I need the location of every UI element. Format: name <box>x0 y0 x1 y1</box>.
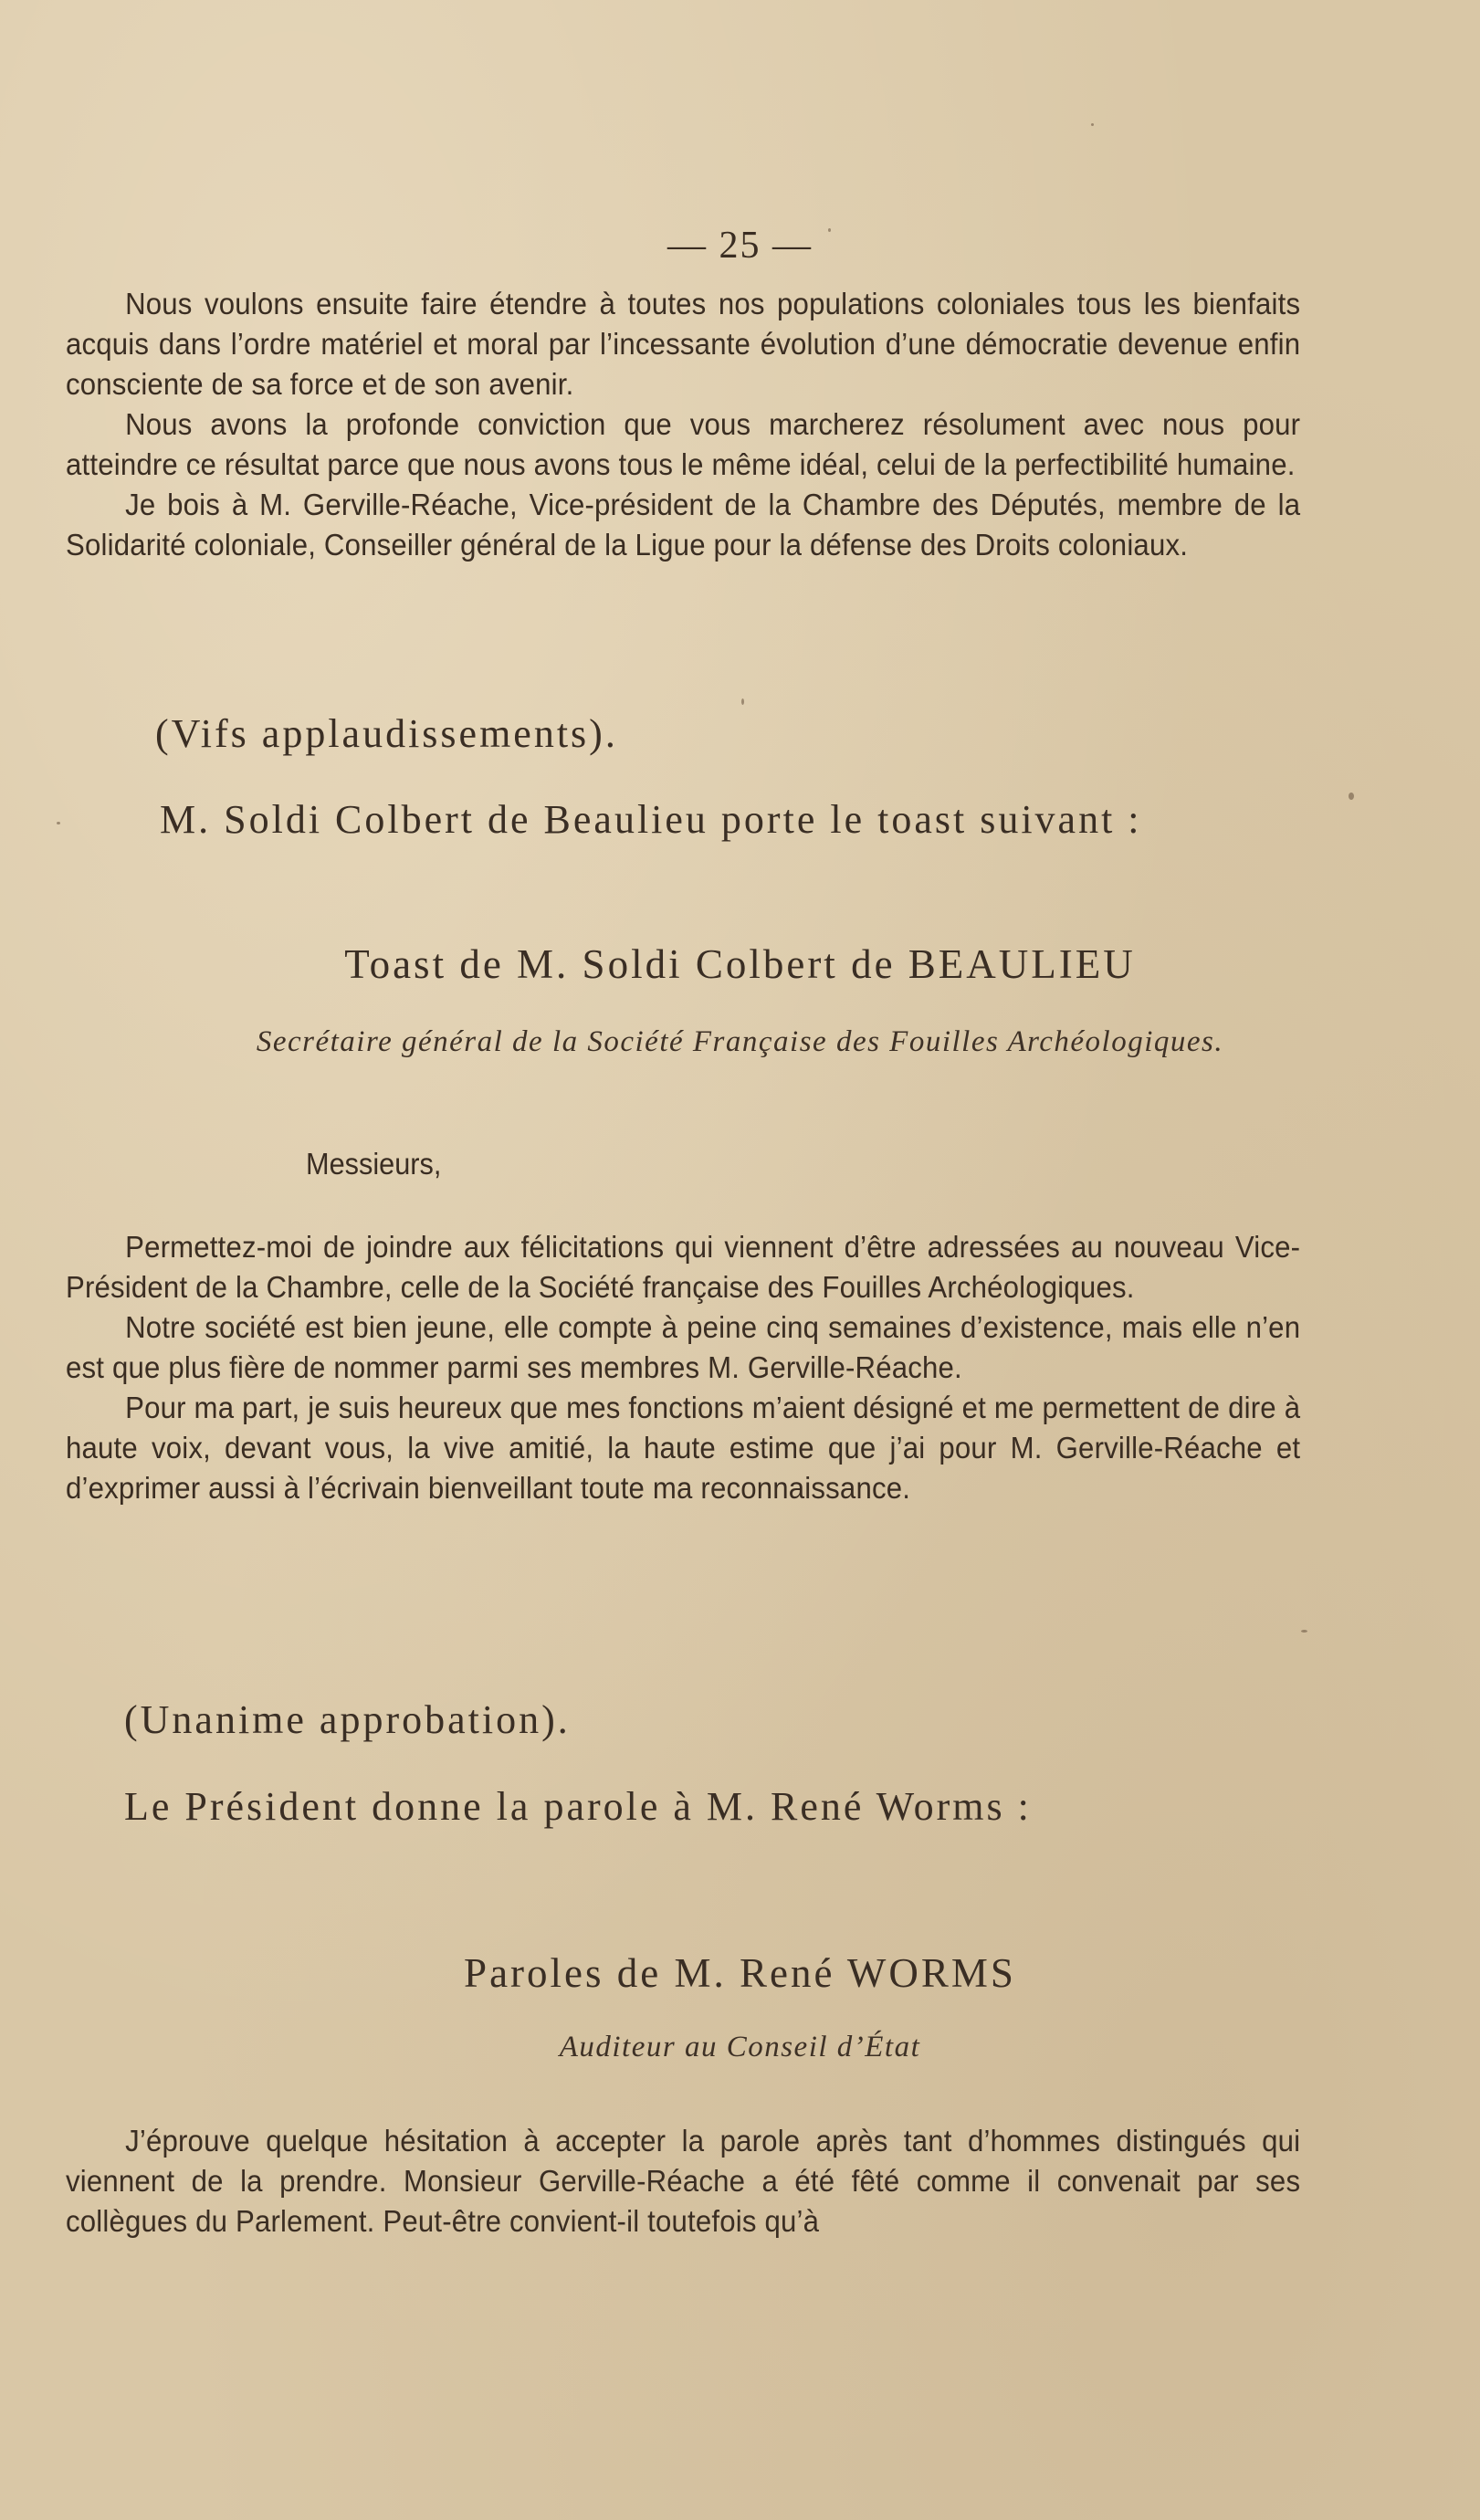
paper-speck <box>57 822 60 824</box>
paper-speck <box>741 698 744 705</box>
paper-speck <box>828 228 831 232</box>
applause-note: (Vifs applaudissements). <box>155 711 618 756</box>
page-number: — 25 — <box>667 225 813 267</box>
salutation: Messieurs, <box>306 1147 442 1181</box>
transition-line: M. Soldi Colbert de Beaulieu porte le toast suivant : <box>160 797 1142 842</box>
paragraph: Pour ma part, je suis heureux que mes fonctions m’aient désigné et me permettent de dire à haute voix, devant vous, la vive amitié, la haute estime que j’ai pour M. Gerville-Réache et d’exprimer aussi à l’écrivain bienveillant toute ma reconnaissance. <box>66 1391 1301 1506</box>
section-title: Toast de M. Soldi Colbert de BEAULIEU <box>344 941 1136 987</box>
paragraph: Permettez-moi de joindre aux félicitations qui viennent d’être adressées au nouveau Vice-Président de la Chambre, celle de la Société française des Fouilles Archéologiques. <box>66 1231 1301 1305</box>
paper-speck <box>1349 793 1354 800</box>
transition-line: Le Président donne la parole à M. René Worms : <box>124 1784 1032 1829</box>
toast-text <box>66 1228 1300 1509</box>
intro-text <box>66 285 1300 566</box>
paper-speck <box>1301 1630 1307 1633</box>
paragraph: J’éprouve quelque hésitation à accepter la parole après tant d’hommes distingués qui viennent de la prendre. Monsieur Gerville-Réache a été fêté comme il convenait par ses collègues du Parlement. Peut-être convient-il toutefois qu’à <box>66 2125 1301 2239</box>
speech-text <box>66 2122 1300 2242</box>
section-subtitle: Secrétaire général de la Société Française des Fouilles Archéologiques. <box>256 1025 1224 1058</box>
section-subtitle: Auditeur au Conseil d’État <box>559 2031 921 2063</box>
paragraph: Nous avons la profonde conviction que vous marcherez résolument avec nous pour atteindre ce résultat parce que nous avons tous le même idéal, celui de la perfectibilité humaine. <box>66 408 1301 482</box>
paragraph: Notre société est bien jeune, elle compte à peine cinq semaines d’existence, mais elle n’en est que plus fière de nommer parmi ses membres M. Gerville-Réache. <box>66 1311 1301 1385</box>
paragraph: Je bois à M. Gerville-Réache, Vice-président de la Chambre des Députés, membre de la Solidarité coloniale, Conseiller général de la Ligue pour la défense des Droits coloniaux. <box>66 488 1301 562</box>
paper-speck <box>1091 123 1094 126</box>
section-title: Paroles de M. René WORMS <box>464 1950 1016 1996</box>
applause-note: (Unanime approbation). <box>124 1697 571 1742</box>
paragraph: Nous voulons ensuite faire étendre à toutes nos populations coloniales tous les bienfaits acquis dans l’ordre matériel et moral par l’incessante évolution d’une démocratie devenue enfin consciente de sa force et de son avenir. <box>66 288 1301 402</box>
